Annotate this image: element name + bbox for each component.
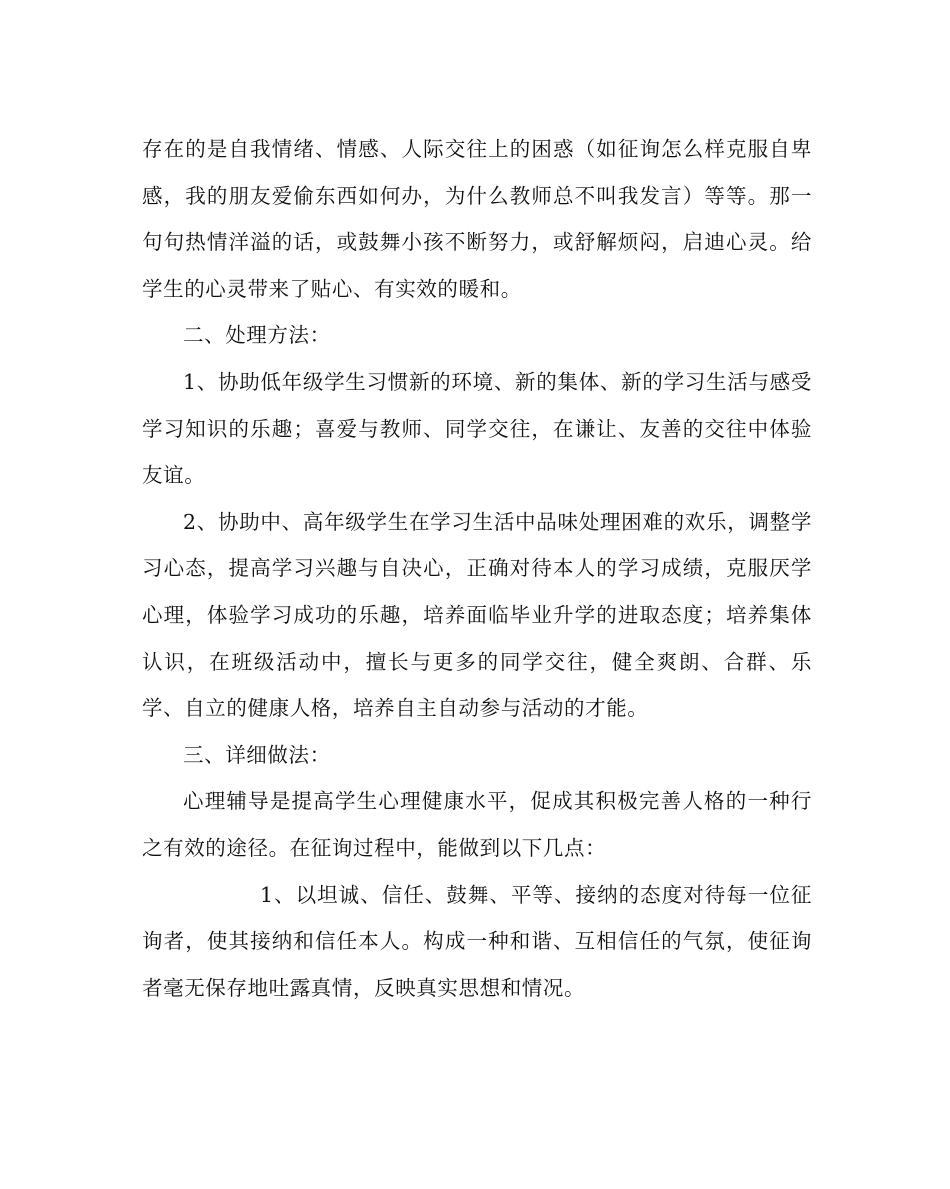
section-heading-methods: 二、处理方法： — [183, 323, 331, 348]
paragraph-continuation: 存在的是自我情绪、情感、人际交往上的困惑（如征询怎么样克服自卑感，我的朋友爱偷东西如何办，为什么教师总不叫我发言）等等。那一句句热情洋溢的话，或鼓舞小孩不断努力，或舒解烦闷，启迪心灵。给学生的心灵带来了贴心、有实效的暖和。 — [142, 137, 812, 301]
paragraph-method-1: 1、协助低年级学生习惯新的环境、新的集体、新的学习生活与感受学习知识的乐趣；喜爱与教师、同学交往，在谦让、友善的交往中体验友谊。 — [142, 369, 812, 488]
document-body — [142, 126, 812, 1011]
paragraph-practice-1: 1、以坦诚、信任、鼓舞、平等、接纳的态度对待每一位征询者，使其接纳和信任本人。构成一种和谐、互相信任的气氛，使征询者毫无保存地吐露真情，反映真实思想和情况。 — [142, 882, 812, 1000]
section-heading-practice: 三、详细做法： — [183, 742, 331, 767]
paragraph-practice-intro: 心理辅导是提高学生心理健康水平，促成其积极完善人格的一种行之有效的途径。在征询过程中，能做到以下几点： — [142, 789, 812, 860]
paragraph-method-2: 2、协助中、高年级学生在学习生活中品味处理困难的欢乐，调整学习心态，提高学习兴趣与自决心，正确对待本人的学习成绩，克服厌学心理，体验学习成功的乐趣，培养面临毕业升学的进取态度；培养集体认识，在班级活动中，擅长与更多的同学交往，健全爽朗、合群、乐学、自立的健康人格，培养自主自动参与活动的才能。 — [142, 509, 812, 721]
